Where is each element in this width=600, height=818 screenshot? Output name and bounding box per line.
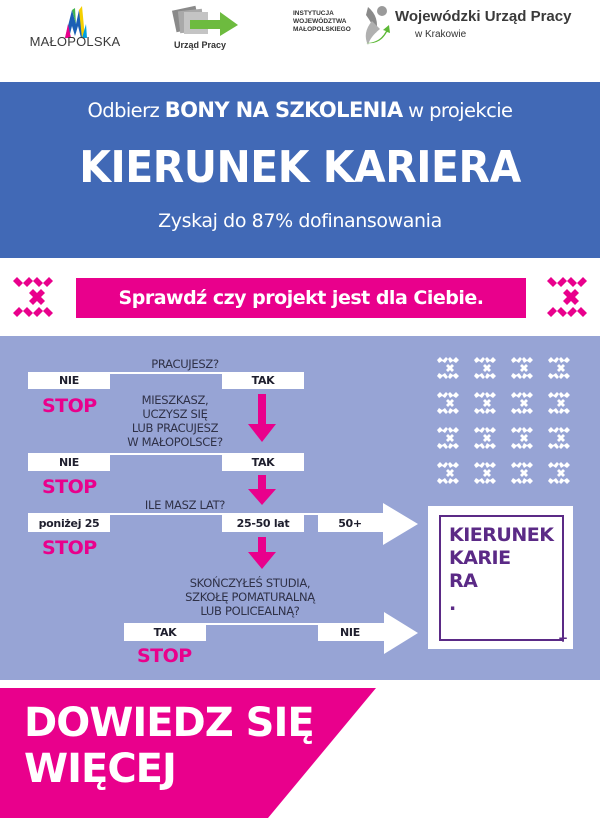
answer-yes-box: TAK — [222, 453, 304, 471]
wup-logo-title: Wojewódzki Urząd Pracy — [395, 8, 572, 25]
answer-yes-box: TAK — [222, 372, 304, 389]
wup-logo-subtitle: w Krakowie — [415, 29, 467, 40]
connector-line — [110, 372, 222, 374]
stop-label: STOP — [42, 395, 97, 417]
down-arrow-icon — [248, 537, 276, 569]
answer-no-box: NIE — [28, 372, 110, 389]
question-working: PRACUJESZ? — [151, 357, 219, 371]
cross-pattern-icon — [545, 275, 589, 319]
connector-line — [110, 453, 222, 455]
instytucja-logo-text: INSTYTUCJA WOJEWÓDZTWA MAŁOPOLSKIEGO — [293, 10, 351, 33]
cross-pattern-icon — [11, 275, 55, 319]
answer-50-plus: 50+ — [338, 516, 362, 530]
question-education: SKOŃCZYŁEŚ STUDIA, SZKOŁĘ POMATURALNĄ LUB POLICEALNĄ? — [185, 576, 315, 618]
down-arrow-icon — [248, 394, 276, 442]
banner-title: KIERUNEK KARIERA — [79, 142, 521, 193]
answer-no-box: NIE — [340, 625, 360, 639]
question-age: ILE MASZ LAT? — [144, 498, 226, 512]
stop-label: STOP — [42, 476, 97, 498]
urzad-pracy-logo-text: Urząd Pracy — [173, 40, 227, 50]
promo-banner — [0, 82, 600, 258]
stop-label: STOP — [137, 645, 192, 667]
banner-subtitle: Odbierz BONY NA SZKOLENIA w projekcie — [87, 98, 513, 122]
banner-funding-text: Zyskaj do 87% dofinansowania — [158, 210, 442, 232]
wup-figure-icon — [358, 3, 392, 47]
urzad-pracy-logo-icon — [168, 4, 248, 36]
check-eligibility-bar: Sprawdź czy projekt jest dla Ciebie. — [76, 278, 526, 318]
cross-grid-icon — [434, 354, 584, 484]
question-malopolska: MIESZKASZ, UCZYSZ SIĘ LUB PRACUJESZ W MAŁOPOLSCE? — [127, 393, 223, 449]
stop-label: STOP — [42, 537, 97, 559]
answer-no-box: NIE — [28, 453, 110, 471]
answer-under-25: poniżej 25 — [38, 516, 100, 530]
answer-25-50: 25-50 lat — [236, 516, 290, 530]
learn-more-button[interactable]: DOWIEDZ SIĘ WIĘCEJ — [24, 700, 314, 792]
logo-text: KIERUNEK KARIE RA . — [449, 524, 554, 615]
malopolska-logo-text: MAŁOPOLSKA — [29, 34, 121, 49]
answer-yes-box: TAK — [153, 625, 177, 639]
plus-icon: + — [558, 631, 569, 645]
